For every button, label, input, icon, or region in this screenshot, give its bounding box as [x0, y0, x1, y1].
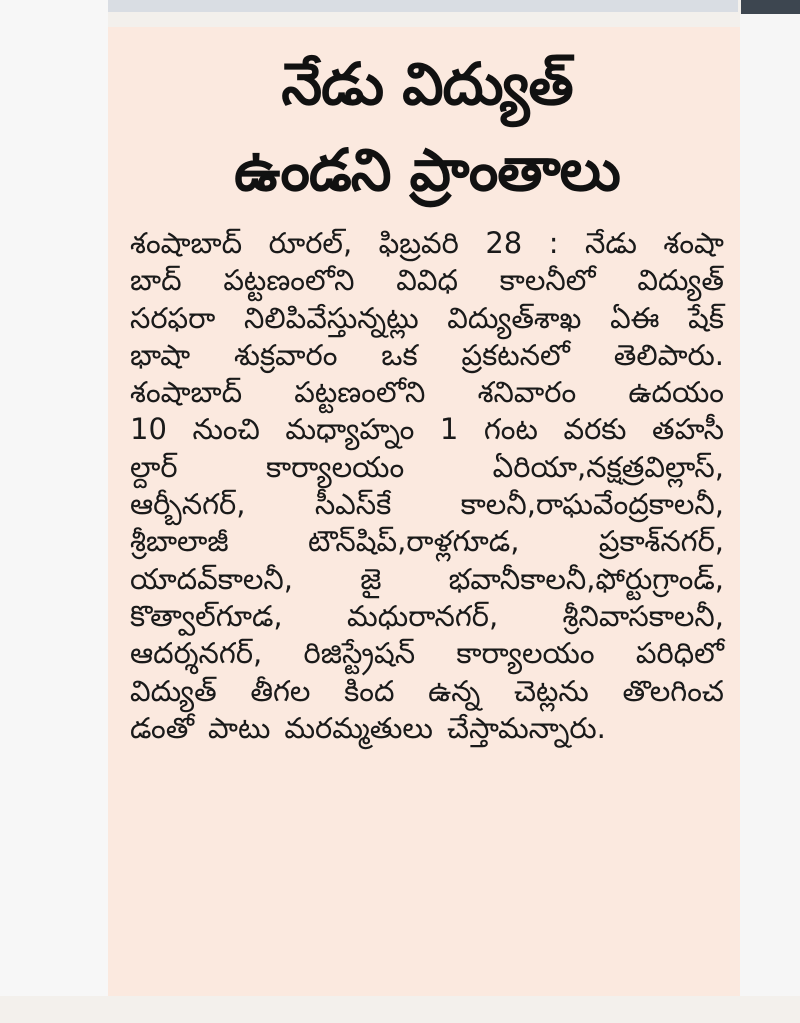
left-margin [0, 0, 108, 996]
body-word: చేస్తామన్నారు. [446, 710, 606, 745]
body-line [130, 673, 724, 710]
body-line [130, 449, 724, 486]
body-word: విద్యుత్‌శాఖ [447, 300, 582, 335]
body-word: షేక్ [688, 300, 724, 335]
body-line [130, 300, 724, 337]
body-word: 10 [130, 412, 167, 447]
article-body [130, 225, 724, 747]
right-margin [740, 14, 800, 996]
cutoff-next-line [408, 1012, 648, 1023]
body-word: శుక్రవారం [233, 337, 338, 372]
newspaper-clipping [108, 27, 740, 996]
body-word: తీగల [250, 673, 311, 708]
body-word: వివిధ [396, 263, 458, 298]
body-word: నేడు [585, 226, 637, 260]
body-word: ఒక [381, 337, 418, 372]
body-word: చెట్లను [513, 673, 589, 708]
top-strip [108, 0, 738, 12]
body-word: : [548, 226, 559, 260]
body-word: యాదవ్‌కాలనీ, [130, 561, 293, 596]
body-word: రూరల్, [268, 226, 353, 260]
body-word: జై [360, 561, 382, 596]
body-line [130, 486, 724, 523]
body-word: 28 [485, 226, 523, 260]
body-word: కాలనీలో [499, 263, 596, 298]
body-word: ఉదయం [628, 375, 724, 410]
body-word: కాలనీ,రాఘవేంద్రకాలనీ, [460, 487, 724, 522]
body-word: నిలిపివేస్తున్నట్లు [244, 300, 419, 335]
headline [130, 41, 724, 213]
corner-block [741, 0, 800, 14]
body-line [130, 411, 724, 448]
body-line [130, 710, 724, 747]
body-word: శనివారం [477, 375, 577, 410]
body-line [130, 337, 724, 374]
body-line [130, 635, 724, 672]
body-word: కొత్వాల్‌గూడ, [130, 598, 283, 633]
body-word: డంతో [130, 710, 195, 745]
body-line [130, 561, 724, 598]
body-word: శ్రీనివాసకాలనీ, [562, 598, 724, 633]
body-word: శ్రీబాలాజీ [130, 524, 229, 559]
headline-line-2: ఉండని ప్రాంతాలు [234, 136, 620, 204]
body-word: ఆర్బీనగర్, [130, 487, 246, 522]
body-word: ప్రకటనలో [461, 337, 570, 372]
body-word: రిజిస్ట్రేషన్ [303, 636, 416, 671]
body-line [130, 262, 724, 299]
body-word: భాషా [130, 337, 191, 372]
body-word: పాటు [208, 710, 271, 745]
body-line [130, 225, 724, 262]
body-word: 1 [439, 412, 459, 447]
body-line [130, 523, 724, 560]
body-word: పట్టణంలోని [223, 263, 355, 298]
body-word: విద్యుత్ [637, 263, 724, 298]
body-word: ఆదర్శనగర్, [130, 636, 263, 671]
body-word: పరిధిలో [635, 636, 724, 671]
body-word: సీఎస్‌కే [314, 487, 392, 522]
body-word: పట్టణంలోని [294, 375, 426, 410]
body-word: ఉన్న [428, 673, 481, 708]
body-word: శంషా [663, 226, 724, 260]
body-word: వరకు [563, 412, 627, 447]
body-word: టౌన్‌షిప్,రాళ్లగూడ, [308, 524, 520, 559]
body-word: ప్రకాశ్‌నగర్, [598, 524, 724, 559]
body-word: శంషాబాద్ [130, 375, 243, 410]
body-word: ల్దార్ [130, 449, 178, 484]
body-word: తెలిపారు. [613, 337, 724, 372]
body-word: ఏఈ [610, 300, 660, 335]
body-word: మరమ్మతులు [284, 710, 433, 745]
body-word: భవానీకాలనీ,ఫోర్టుగ్రాండ్, [448, 561, 724, 596]
body-word: మధ్యాహ్నం [285, 412, 415, 447]
body-word: శంషాబాద్ [130, 226, 243, 260]
body-word: బాద్ [130, 263, 182, 298]
body-word: తొలగించ [622, 673, 724, 708]
body-word: గంట [483, 412, 538, 447]
body-word: ఏరియా,నక్షత్రవిల్లాస్, [492, 449, 724, 484]
body-word: సరఫరా [130, 300, 216, 335]
body-word: విద్యుత్ [130, 673, 217, 708]
body-word: కింద [344, 673, 395, 708]
body-word: తహసీ [652, 412, 724, 447]
body-word: కార్యాలయం [266, 449, 405, 484]
headline-line-1: నేడు విద్యుత్ [281, 50, 573, 118]
body-word: మధురానగర్, [347, 598, 499, 633]
body-line [130, 374, 724, 411]
body-word: కార్యాలయం [456, 636, 595, 671]
body-word: ఫిబ్రవరి [378, 226, 459, 260]
body-line [130, 598, 724, 635]
body-word: నుంచి [192, 412, 260, 447]
